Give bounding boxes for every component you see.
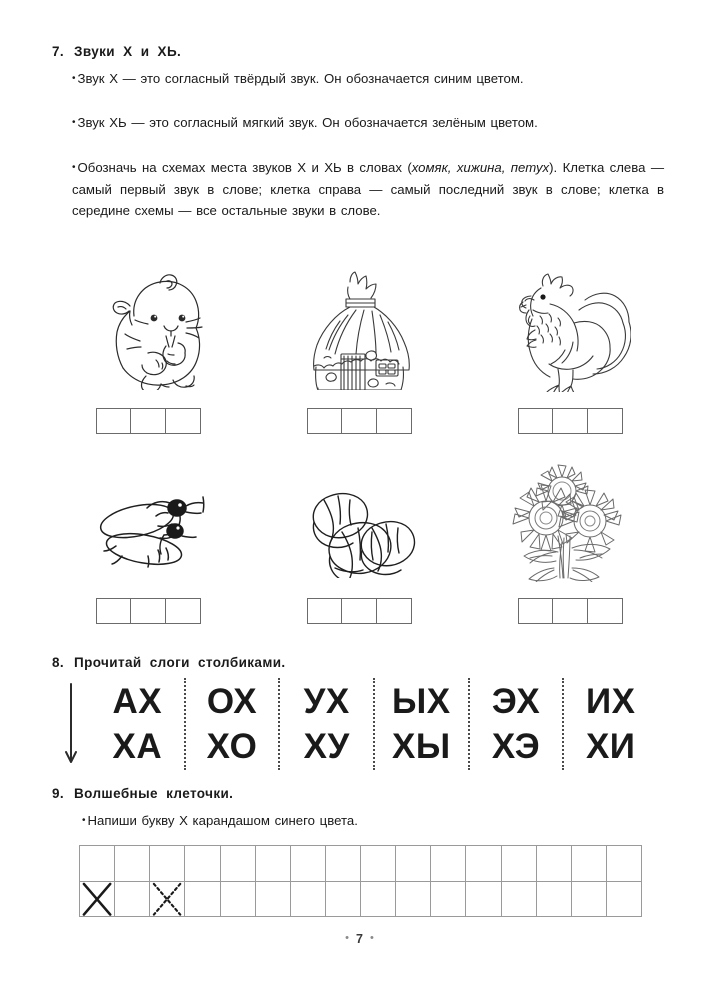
task-7-bullet-2 <box>72 112 664 134</box>
grid-row-top <box>80 846 642 882</box>
grid-cell[interactable] <box>466 882 501 918</box>
scheme-cell[interactable] <box>377 409 411 433</box>
grid-cell[interactable] <box>291 882 326 918</box>
syllable-top: ЭХ <box>491 682 541 721</box>
syllable-top: ОХ <box>206 682 258 721</box>
grid-cell[interactable] <box>466 846 501 882</box>
grid-cell[interactable] <box>572 846 607 882</box>
grid-cell[interactable] <box>221 882 256 918</box>
grid-cell[interactable] <box>537 882 572 918</box>
syllable-column-4 <box>373 678 468 770</box>
sound-scheme-hut[interactable] <box>307 408 412 434</box>
scheme-cell[interactable] <box>588 599 622 623</box>
scheme-cell[interactable] <box>377 599 411 623</box>
task-9-number: 9. <box>52 786 65 801</box>
task-7-bullet-3-part-1: Обозначь на схемах места звуков Х и ХЬ в словах ( <box>77 160 412 175</box>
grid-cell[interactable] <box>431 882 466 918</box>
task-7-heading <box>52 44 181 59</box>
footer-dot-left: • <box>345 932 350 944</box>
syllable-bottom: ХА <box>112 727 163 766</box>
grid-cell[interactable] <box>150 846 185 882</box>
syllable-column-6 <box>562 678 657 770</box>
scheme-cell[interactable] <box>166 599 200 623</box>
grid-cell[interactable] <box>80 846 115 882</box>
grid-cell[interactable] <box>291 846 326 882</box>
task-8-number: 8. <box>52 655 65 670</box>
grid-cell[interactable] <box>185 882 220 918</box>
letter-x-dotted-icon <box>150 882 184 917</box>
sound-scheme-hamster[interactable] <box>96 408 201 434</box>
scheme-cell[interactable] <box>308 409 342 433</box>
task-7-title: Звуки Х и ХЬ. <box>74 44 182 59</box>
syllable-bottom: ХУ <box>303 727 350 766</box>
task-9-bullet-text: Напиши букву Х карандашом синего цвета. <box>87 813 358 828</box>
grid-cell[interactable] <box>607 882 642 918</box>
grid-cell[interactable] <box>396 846 431 882</box>
sound-scheme-rooster[interactable] <box>518 408 623 434</box>
grid-cell[interactable] <box>361 882 396 918</box>
grid-cell[interactable] <box>396 882 431 918</box>
grid-cell[interactable] <box>502 846 537 882</box>
task-7-bullet-3 <box>72 157 664 222</box>
grid-cell[interactable] <box>115 846 150 882</box>
syllable-bottom: ХИ <box>585 727 636 766</box>
grid-cell[interactable] <box>115 882 150 918</box>
picture-hamster <box>100 268 220 390</box>
grid-cell[interactable] <box>537 846 572 882</box>
syllable-top: УХ <box>303 682 350 721</box>
scheme-cell[interactable] <box>342 599 376 623</box>
handwriting-grid[interactable] <box>79 845 642 917</box>
syllable-top: АХ <box>112 682 163 721</box>
scheme-cell[interactable] <box>519 599 553 623</box>
grid-cell[interactable] <box>326 882 361 918</box>
task-7-example-words: хомяк, хижина, петух <box>411 160 550 175</box>
grid-cell[interactable] <box>256 882 291 918</box>
scheme-cell[interactable] <box>308 599 342 623</box>
task-9-bullet <box>82 810 642 832</box>
syllable-table <box>57 678 657 770</box>
grid-cell[interactable] <box>256 846 291 882</box>
task-7-bullet-3-part-2: ). Клетка слева — самый первый звук в слове; клетка справа — самый последний звук в слове; клетка в середине схемы — все остальные звуки в слове. <box>72 160 665 218</box>
scheme-cell[interactable] <box>131 409 165 433</box>
grid-cell[interactable] <box>502 882 537 918</box>
scheme-cell[interactable] <box>342 409 376 433</box>
scheme-cell[interactable] <box>131 599 165 623</box>
task-7-bullet-1-text: Звук Х — это согласный твёрдый звук. Он обозначается синим цветом. <box>77 71 524 86</box>
sound-scheme-sunflowers[interactable] <box>518 598 623 624</box>
grid-cell[interactable] <box>607 846 642 882</box>
grid-cell[interactable] <box>572 882 607 918</box>
scheme-cell[interactable] <box>97 409 131 433</box>
syllable-top: ИХ <box>585 682 636 721</box>
scheme-cell[interactable] <box>519 409 553 433</box>
grid-row-bottom <box>80 882 642 918</box>
scheme-cell[interactable] <box>588 409 622 433</box>
task-9-heading <box>52 786 233 801</box>
task-8-title: Прочитай слоги столбиками. <box>74 655 286 670</box>
page-footer <box>0 932 719 946</box>
grid-cell[interactable] <box>221 846 256 882</box>
bullet-glyph-icon: • <box>72 117 76 128</box>
page-number: 7 <box>356 932 363 946</box>
grid-cell[interactable] <box>185 846 220 882</box>
grid-cell-sample-letter[interactable] <box>80 882 115 918</box>
scheme-cell[interactable] <box>166 409 200 433</box>
picture-rooster <box>505 264 631 392</box>
syllable-bottom: ХЫ <box>392 727 451 766</box>
scheme-cell[interactable] <box>553 409 587 433</box>
task-7-number: 7. <box>52 44 65 59</box>
grid-cell[interactable] <box>431 846 466 882</box>
syllable-bottom: ХЭ <box>491 727 541 766</box>
scheme-cell[interactable] <box>97 599 131 623</box>
task-7-bullet-2-text: Звук ХЬ — это согласный мягкий звук. Он обозначается зелёным цветом. <box>77 115 538 130</box>
footer-dot-right: • <box>369 932 374 944</box>
task-9-title: Волшебные клеточки. <box>74 786 234 801</box>
picture-nuts <box>302 486 424 578</box>
picture-fly <box>92 486 224 578</box>
task-7-bullet-1 <box>72 68 664 90</box>
grid-cell[interactable] <box>361 846 396 882</box>
syllable-bottom: ХО <box>206 727 258 766</box>
scheme-cell[interactable] <box>553 599 587 623</box>
syllable-top: ЫХ <box>392 682 451 721</box>
syllable-column-5 <box>468 678 563 770</box>
letter-x-solid-icon <box>80 882 114 917</box>
grid-cell-traced-letter[interactable] <box>150 882 185 918</box>
sound-scheme-fly[interactable] <box>96 598 201 624</box>
picture-hut <box>300 268 420 390</box>
syllable-column-1 <box>91 678 184 770</box>
task-8-heading <box>52 655 286 670</box>
picture-sunflowers <box>508 464 630 582</box>
bullet-glyph-icon: • <box>82 815 86 826</box>
syllable-column-2 <box>184 678 279 770</box>
bullet-glyph-icon: • <box>72 73 76 84</box>
bullet-glyph-icon: • <box>72 162 76 173</box>
sound-scheme-nuts[interactable] <box>307 598 412 624</box>
grid-cell[interactable] <box>326 846 361 882</box>
reading-direction-arrow <box>57 678 91 770</box>
down-arrow-icon <box>63 682 79 768</box>
syllable-column-3 <box>278 678 373 770</box>
